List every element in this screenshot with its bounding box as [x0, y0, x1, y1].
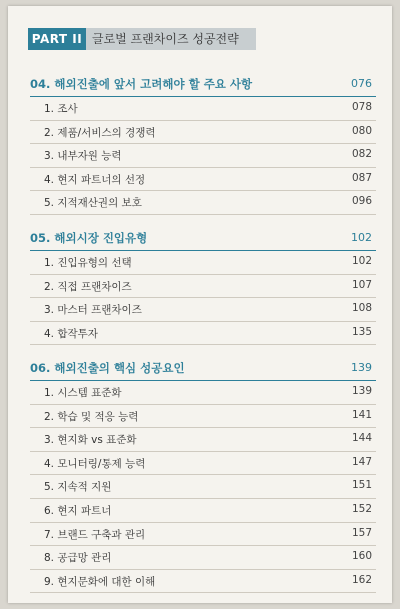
toc-item[interactable]	[30, 381, 376, 405]
section-heading[interactable]	[30, 358, 376, 381]
toc-item-page: 157	[351, 526, 372, 539]
toc-item-page: 162	[351, 573, 372, 586]
toc-item-page: 135	[351, 325, 372, 338]
toc-section-06	[30, 358, 376, 593]
toc-item-page: 152	[351, 502, 372, 515]
toc-item-label: 3. 마스터 프랜차이즈	[44, 304, 142, 317]
toc-item[interactable]	[30, 251, 376, 275]
toc-item-page: 151	[351, 479, 372, 492]
toc-item[interactable]	[30, 452, 376, 476]
toc-item-page: 141	[351, 408, 372, 421]
section-heading[interactable]	[30, 228, 376, 251]
toc-item-page: 096	[351, 195, 372, 208]
toc-item-page: 139	[351, 385, 372, 397]
toc-item[interactable]	[30, 546, 376, 570]
toc-item-label: 8. 공급망 관리	[44, 552, 112, 565]
toc-item[interactable]	[30, 298, 376, 322]
book-page	[8, 6, 392, 603]
toc-item-label: 1. 조사	[44, 103, 78, 115]
section-title: 04. 해외진출에 앞서 고려해야 할 주요 사항	[30, 77, 253, 91]
toc-item-label: 4. 현지 파트너의 선정	[44, 173, 146, 186]
toc-item-page: 160	[351, 550, 372, 563]
toc-item-page: 087	[351, 171, 372, 184]
toc-item-label: 5. 지적재산권의 보호	[44, 197, 142, 210]
toc-item[interactable]	[30, 275, 376, 299]
toc-item[interactable]	[30, 168, 376, 192]
toc-item-page: 107	[351, 278, 372, 291]
section-page-number: 102	[351, 231, 372, 244]
toc-item[interactable]	[30, 428, 376, 452]
toc-item[interactable]	[30, 475, 376, 499]
toc-item[interactable]	[30, 191, 376, 215]
toc-item-label: 2. 학습 및 적응 능력	[44, 410, 139, 423]
toc-item[interactable]	[30, 97, 376, 121]
toc-item-label: 3. 현지화 vs 표준화	[44, 434, 137, 447]
toc-item-label: 1. 진입유형의 선택	[44, 257, 132, 269]
toc-item-label: 1. 시스템 표준화	[44, 387, 122, 399]
section-page-number: 076	[351, 77, 372, 90]
toc-item-page: 078	[351, 101, 372, 113]
toc-section-05	[30, 228, 376, 345]
section-heading[interactable]	[30, 74, 376, 97]
toc-item[interactable]	[30, 405, 376, 429]
toc-item-label: 5. 지속적 지원	[44, 481, 112, 494]
toc-item-label: 4. 모니터링/통제 능력	[44, 457, 146, 470]
toc-item[interactable]	[30, 322, 376, 346]
toc-item[interactable]	[30, 523, 376, 547]
toc-item-label: 3. 내부자원 능력	[44, 150, 122, 163]
toc-item-label: 4. 합작투자	[44, 327, 98, 340]
toc-item-label: 2. 제품/서비스의 경쟁력	[44, 126, 156, 139]
part-title: 글로벌 프랜차이즈 성공전략	[92, 32, 239, 46]
toc-item[interactable]	[30, 499, 376, 523]
toc-item[interactable]	[30, 570, 376, 594]
section-title: 06. 해외진출의 핵심 성공요인	[30, 361, 185, 375]
toc-item-page: 080	[351, 124, 372, 137]
toc-item[interactable]	[30, 121, 376, 145]
toc-item-page: 082	[351, 148, 372, 161]
toc-section-04	[30, 74, 376, 215]
toc-item-label: 2. 직접 프랜차이즈	[44, 280, 132, 293]
toc-item-label: 6. 현지 파트너	[44, 504, 112, 517]
toc-item-page: 102	[351, 255, 372, 267]
section-title: 05. 해외시장 진입유형	[30, 231, 148, 245]
toc-item-page: 147	[351, 455, 372, 468]
toc-item[interactable]	[30, 144, 376, 168]
toc-item-label: 9. 현지문화에 대한 이해	[44, 575, 156, 588]
section-page-number: 139	[351, 361, 372, 374]
toc-item-label: 7. 브랜드 구축과 관리	[44, 528, 146, 541]
toc-item-page: 108	[351, 302, 372, 315]
toc-item-page: 144	[351, 432, 372, 445]
part-badge: PART II	[28, 28, 86, 50]
